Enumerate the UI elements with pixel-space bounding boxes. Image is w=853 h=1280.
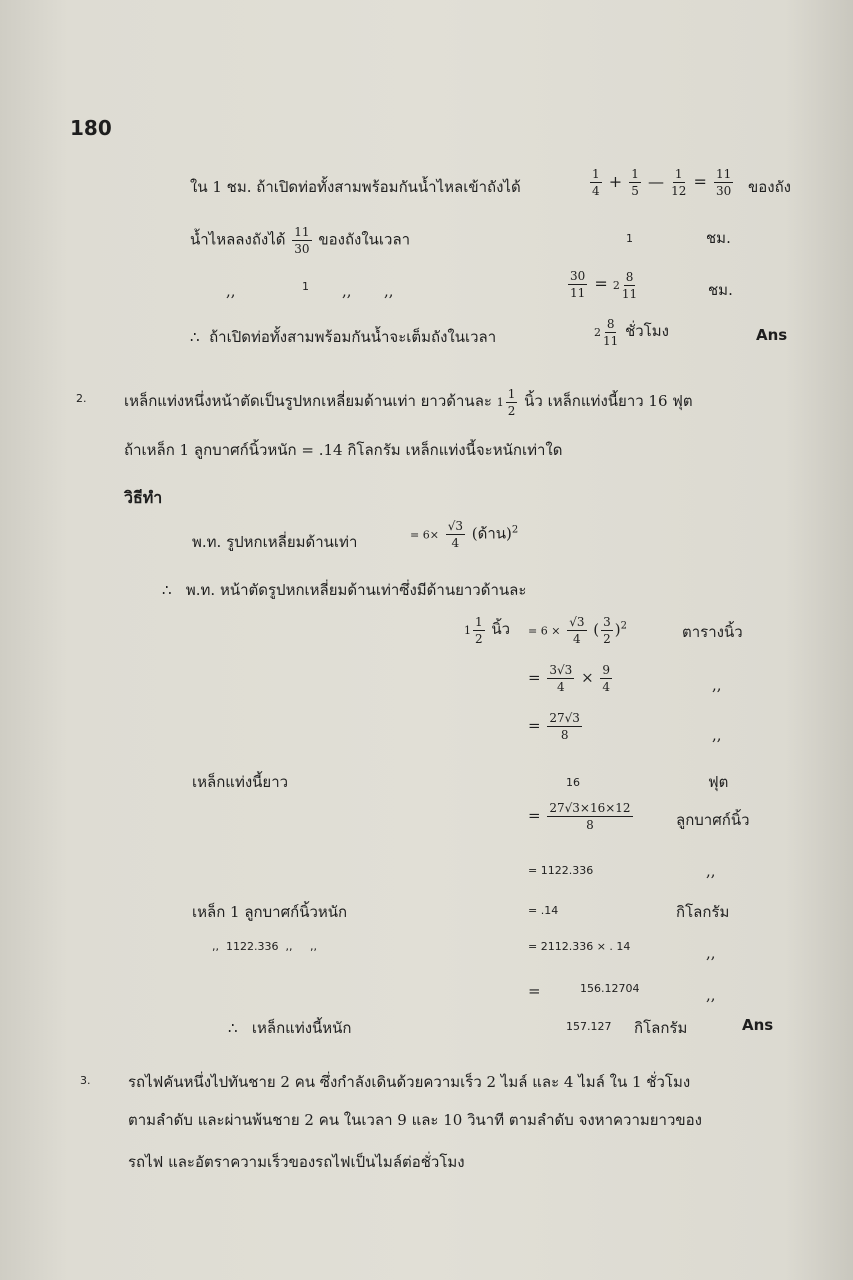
problem-3-line-2: ตามลำดับ และผ่านพ้นชาย 2 คน ในเวลา 9 และ 10 วินาที ตามลำดับ จงหาความยาวของ: [128, 1111, 702, 1129]
area-formula: = 6× $\frac{√3}{4}$ (ด้าน)$^2$: [410, 519, 519, 550]
plus-operator: +: [608, 172, 623, 191]
prev-line-3-unit: ชม.: [708, 281, 733, 299]
ditto-mark: ,,: [706, 986, 716, 1004]
prev-line-4-result: 2 $\frac{8}{11}$ ชั่วโมง: [594, 317, 669, 348]
length-value: 16: [566, 776, 580, 789]
ditto-mark: ,,: [342, 282, 352, 300]
problem-number: 3.: [80, 1074, 91, 1087]
final-unit: กิโลกรัม: [634, 1019, 688, 1037]
fraction: $\frac{1}{5}$: [631, 167, 639, 198]
ditto-mark: ,,: [712, 726, 722, 744]
volume-unit: ลูกบาศก์นิ้ว: [676, 811, 750, 829]
problem-2-line-2: ถ้าเหล็ก 1 ลูกบาศก์นิ้วหนัก = .14 กิโลกรัม เหล็กแท่งนี้จะหนักเท่าใด: [124, 441, 563, 459]
prev-line-2-value: 1: [626, 232, 633, 245]
area-row-3: = $\frac{27√3}{8}$: [528, 711, 580, 742]
fraction: $\frac{1}{4}$: [592, 167, 600, 198]
therefore-symbol: ∴: [162, 581, 172, 599]
ditto-mark: ,,: [226, 282, 236, 300]
area-label: พ.ท. รูปหกเหลี่ยมด้านเท่า: [192, 533, 358, 551]
method-heading: วิธีทำ: [124, 488, 163, 507]
equals-operator: =: [693, 172, 707, 191]
volume-row-1: = $\frac{27√3\times 16\times 12}{8}$: [528, 801, 631, 832]
weight-3-value: 156.12704: [580, 982, 640, 995]
problem-3-line-1: รถไฟคันหนึ่งไปทันชาย 2 คน ซึ่งกำลังเดินด้วยความเร็ว 2 ไมล์ และ 4 ไมล์ ใน 1 ชั่วโมง: [128, 1073, 691, 1091]
prev-line-3-one: 1: [302, 280, 309, 293]
fraction: $\frac{11}{30}$: [294, 225, 310, 256]
ditto-mark: ,,: [706, 944, 716, 962]
prev-line-2: น้ำไหลลงถังได้ $\frac{11}{30}$ ของถังในเวลา: [190, 225, 411, 256]
ditto-mark: ,,: [706, 862, 716, 880]
weight-2-value: = 2112.336 × . 14: [528, 940, 631, 953]
prev-line-4-text: ∴ ถ้าเปิดท่อทั้งสามพร้อมกันน้ำจะเต็มถังในเวลา: [190, 328, 497, 346]
mixed-number: 2 $\frac{8}{11}$: [612, 270, 638, 301]
prev-line-2-unit: ชม.: [706, 229, 731, 247]
fraction: $\frac{30}{11}$: [570, 269, 586, 300]
prev-line-3-equation: $\frac{30}{11}$ = 2 $\frac{8}{11}$: [570, 269, 638, 301]
final-line: ∴ เหล็กแท่งนี้หนัก: [228, 1019, 352, 1037]
weight-label: เหล็ก 1 ลูกบาศก์นิ้วหนัก: [192, 903, 348, 921]
area-unit: ตารางนิ้ว: [682, 623, 743, 641]
area2-line: ∴ พ.ท. หน้าตัดรูปหกเหลี่ยมด้านเท่าซึ่งมีด้านยาวด้านละ: [162, 581, 527, 599]
problem-3-line-3: รถไฟ และอัตราความเร็วของรถไฟเป็นไมล์ต่อชั่วโมง: [128, 1153, 465, 1171]
area-row-1: = 6 × $\frac{√3}{4}$ ( $\frac{3}{2}$ )$^2$: [528, 615, 627, 646]
side-length: 1 $\frac{1}{2}$ นิ้ว: [464, 615, 511, 646]
length-label: เหล็กแท่งนี้ยาว: [192, 773, 289, 791]
fraction: $\frac{11}{30}$: [715, 167, 732, 198]
final-value: 157.127: [566, 1020, 612, 1033]
answer-label: Ans: [756, 326, 788, 344]
area-row-2: = $\frac{3√3}{4}$ × $\frac{9}{4}$: [528, 663, 611, 694]
fraction: $\frac{1}{12}$: [671, 167, 687, 198]
problem-2-line-1: เหล็กแท่งหนึ่งหน้าตัดเป็นรูปหกเหลี่ยมด้านเท่า ยาวด้านละ 1 $\frac{1}{2}$ นิ้ว เหล็กแท่งนี้ยาว 16 ฟุต: [124, 387, 693, 418]
length-unit: ฟุต: [708, 773, 729, 791]
problem-number: 2.: [76, 392, 87, 405]
weight-unit: กิโลกรัม: [676, 903, 730, 921]
minus-operator: —: [647, 172, 664, 191]
answer-label: Ans: [742, 1016, 774, 1034]
volume-row-2: = 1122.336: [528, 864, 594, 877]
weight-value: = .14: [528, 904, 559, 917]
ditto-mark: ,,: [384, 282, 394, 300]
page-number: 180: [70, 116, 112, 140]
prev-line-1-suffix: ของถัง: [748, 178, 791, 196]
therefore-symbol: ∴: [190, 328, 200, 346]
prev-line-1-equation: [588, 168, 735, 197]
weight-3-eq: =: [528, 982, 541, 1000]
prev-line-1-text: ใน 1 ชม. ถ้าเปิดท่อทั้งสามพร้อมกันน้ำไหลเข้าถังได้: [190, 178, 521, 196]
therefore-symbol: ∴: [228, 1019, 238, 1037]
ditto-mark: ,,: [712, 676, 722, 694]
weight-2-label: ,, 1122.336 ,, ,,: [212, 940, 317, 953]
